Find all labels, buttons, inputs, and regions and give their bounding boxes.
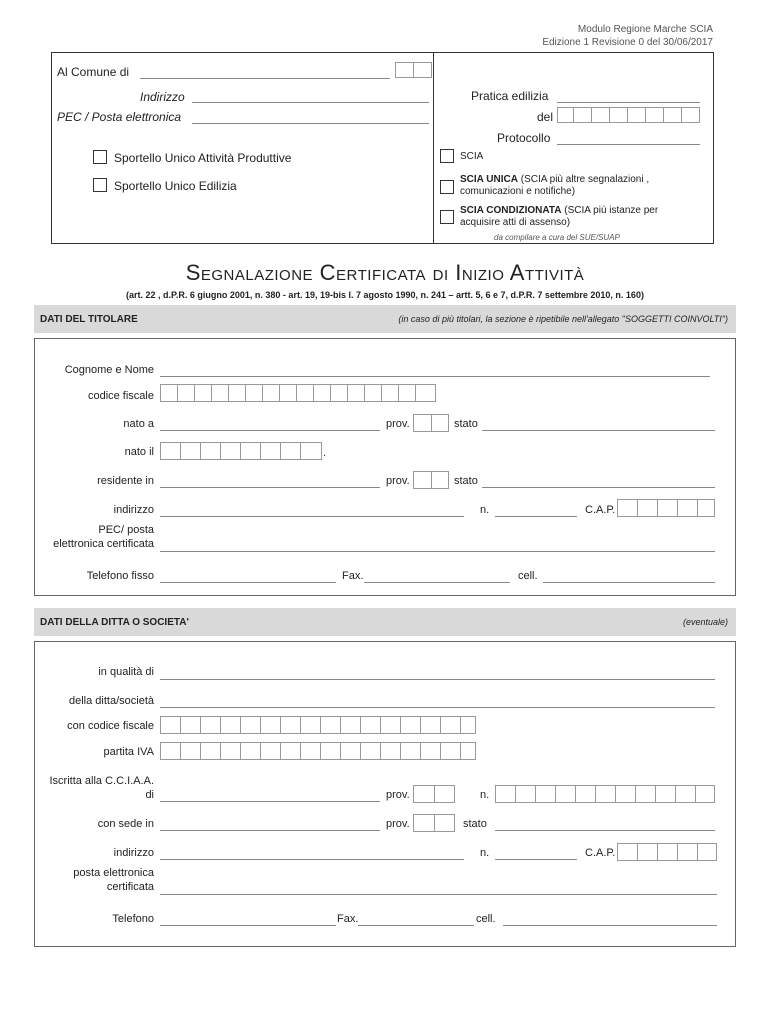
cciaa-prov-label: prov. (386, 789, 410, 801)
sportello-produttive-label: Sportello Unico Attività Produttive (114, 151, 292, 165)
ditta-fax-label: Fax. (337, 913, 359, 925)
sede-prov-label: prov. (386, 818, 410, 830)
titolare-note: (in caso di più titolari, la sezione è ripetibile nell'allegato "SOGGETTI COINVOLTI") (398, 314, 728, 324)
comune-field[interactable] (140, 78, 390, 79)
titolare-header (34, 305, 736, 333)
sportello-edilizia-label: Sportello Unico Edilizia (114, 179, 237, 193)
ditta-field[interactable] (160, 707, 715, 708)
cciaa-n-cells[interactable] (495, 785, 715, 803)
comune-code-cells[interactable] (395, 62, 432, 78)
cap-cells[interactable] (617, 499, 715, 517)
ditta-indirizzo-field[interactable] (160, 859, 464, 860)
ditta-cell-field[interactable] (503, 925, 717, 926)
cciaa-label-2: di (145, 789, 154, 801)
cognome-field[interactable] (160, 376, 710, 377)
ditta-cap-label: C.A.P. (585, 847, 616, 859)
sede-label: con sede in (97, 818, 154, 830)
telefono-field[interactable] (160, 582, 336, 583)
cf-label: codice fiscale (87, 390, 154, 402)
comune-label: Al Comune di (57, 65, 130, 79)
stato-label: stato (454, 418, 478, 430)
ditta-n-field[interactable] (495, 859, 577, 860)
document-subtitle: (art. 22 , d.P.R. 6 giugno 2001, n. 380 - art. 19, 19-bis l. 7 agosto 1990, n. 241 – artt. 5, 6 e 7, d.P.R. 7 settembre 2010, n. 160) (126, 290, 644, 300)
scia-unica-desc: (SCIA più altre segnalazioni , (517, 174, 650, 185)
fax-field[interactable] (364, 582, 510, 583)
pec-label: PEC / Posta elettronica (57, 110, 182, 124)
n-label: n. (480, 504, 490, 516)
cciaa-n-label: n. (480, 789, 490, 801)
sportello-edilizia-checkbox[interactable] (93, 178, 107, 192)
nato-il-label: nato il (124, 446, 154, 458)
compile-note: da compilare a cura del SUE/SUAP (494, 233, 620, 242)
pratica-label: Pratica edilizia (471, 89, 549, 103)
cell-label: cell. (518, 570, 538, 582)
indirizzo-label: Indirizzo (140, 90, 185, 104)
pratica-field[interactable] (557, 102, 700, 103)
sportello-produttive-checkbox[interactable] (93, 150, 107, 164)
iva-label: partita IVA (103, 746, 154, 758)
ditta-label: della ditta/società (69, 695, 154, 707)
pec-field[interactable] (192, 123, 429, 124)
qualita-label: in qualità di (98, 666, 154, 678)
ditta-telefono-label: Telefono (112, 913, 154, 925)
cognome-label: Cognome e Nome (64, 364, 154, 376)
cf-cells[interactable] (160, 384, 436, 402)
indirizzo-titolare-label: indirizzo (113, 504, 154, 516)
ditta-cell-label: cell. (476, 913, 496, 925)
ditta-header (34, 608, 736, 636)
prov-label: prov. (386, 418, 410, 430)
scia-condizionata-checkbox[interactable] (440, 210, 454, 224)
ditta-indirizzo-label: indirizzo (113, 847, 154, 859)
posta-field[interactable] (160, 894, 717, 895)
cciaa-label-1: Iscritta alla C.C.I.A.A. (49, 775, 154, 787)
sede-stato-label: stato (463, 818, 487, 830)
nato-a-field[interactable] (160, 430, 380, 431)
residente-stato-field[interactable] (482, 487, 715, 488)
posta-label-2: certificata (106, 881, 154, 893)
scia-condizionata-label (460, 205, 658, 216)
pec-titolare-field[interactable] (160, 551, 715, 552)
fax-label: Fax. (342, 570, 364, 582)
scia-unica-bold: SCIA UNICA (460, 174, 518, 185)
module-name: Modulo Regione Marche SCIA (577, 24, 713, 35)
ditta-telefono-field[interactable] (160, 925, 336, 926)
protocollo-field[interactable] (557, 144, 700, 145)
cciaa-prov-cells[interactable] (413, 785, 455, 803)
residente-prov-label: prov. (386, 475, 410, 487)
del-label: del (537, 110, 554, 124)
document-title: Segnalazione Certificata di Inizio Attività (185, 260, 585, 285)
posta-label-1: posta elettronica (73, 867, 154, 879)
nato-il-cells[interactable] (160, 442, 322, 460)
telefono-label: Telefono fisso (86, 570, 154, 582)
nato-il-dot: . (323, 447, 327, 459)
ditta-cf-cells[interactable] (160, 716, 476, 734)
stato-field[interactable] (482, 430, 715, 431)
scia-condizionata-desc-2: acquisire atti di assenso) (460, 217, 571, 228)
residente-prov-cells[interactable] (413, 471, 449, 489)
ditta-note: (eventuale) (682, 617, 728, 627)
titolare-heading: DATI DEL TITOLARE (40, 314, 138, 325)
ditta-heading: DATI DELLA DITTA O SOCIETA' (40, 617, 189, 628)
residente-field[interactable] (160, 487, 380, 488)
indirizzo-field[interactable] (192, 102, 429, 103)
scia-unica-desc-2: comunicazioni e notifiche) (460, 186, 576, 197)
sede-field[interactable] (160, 830, 380, 831)
scia-checkbox[interactable] (440, 149, 454, 163)
cap-label: C.A.P. (585, 504, 616, 516)
prov-cells[interactable] (413, 414, 449, 432)
qualita-field[interactable] (160, 679, 715, 680)
ditta-cf-label: con codice fiscale (67, 720, 154, 732)
scia-unica-label (460, 174, 649, 185)
sede-prov-cells[interactable] (413, 814, 455, 832)
scia-unica-checkbox[interactable] (440, 180, 454, 194)
nato-a-label: nato a (123, 418, 154, 430)
n-field[interactable] (495, 516, 577, 517)
iva-cells[interactable] (160, 742, 476, 760)
protocollo-label: Protocollo (497, 131, 551, 145)
ditta-fax-field[interactable] (358, 925, 474, 926)
ditta-cap-cells[interactable] (617, 843, 717, 861)
residente-label: residente in (97, 475, 154, 487)
indirizzo-titolare-field[interactable] (160, 516, 464, 517)
residente-stato-label: stato (454, 475, 478, 487)
scia-cond-bold: SCIA CONDIZIONATA (460, 205, 562, 216)
module-edition: Edizione 1 Revisione 0 del 30/06/2017 (542, 37, 713, 48)
scia-label: SCIA (460, 151, 484, 162)
cciaa-field[interactable] (160, 801, 380, 802)
del-date-cells[interactable] (557, 107, 700, 123)
sede-stato-field[interactable] (495, 830, 715, 831)
pec-titolare-label-1: PEC/ posta (98, 524, 154, 536)
cell-field[interactable] (543, 582, 715, 583)
pec-titolare-label-2: elettronica certificata (53, 538, 154, 550)
ditta-n-label: n. (480, 847, 490, 859)
scia-cond-desc: (SCIA più istanze per (561, 205, 659, 216)
recipient-box-divider (433, 52, 434, 244)
